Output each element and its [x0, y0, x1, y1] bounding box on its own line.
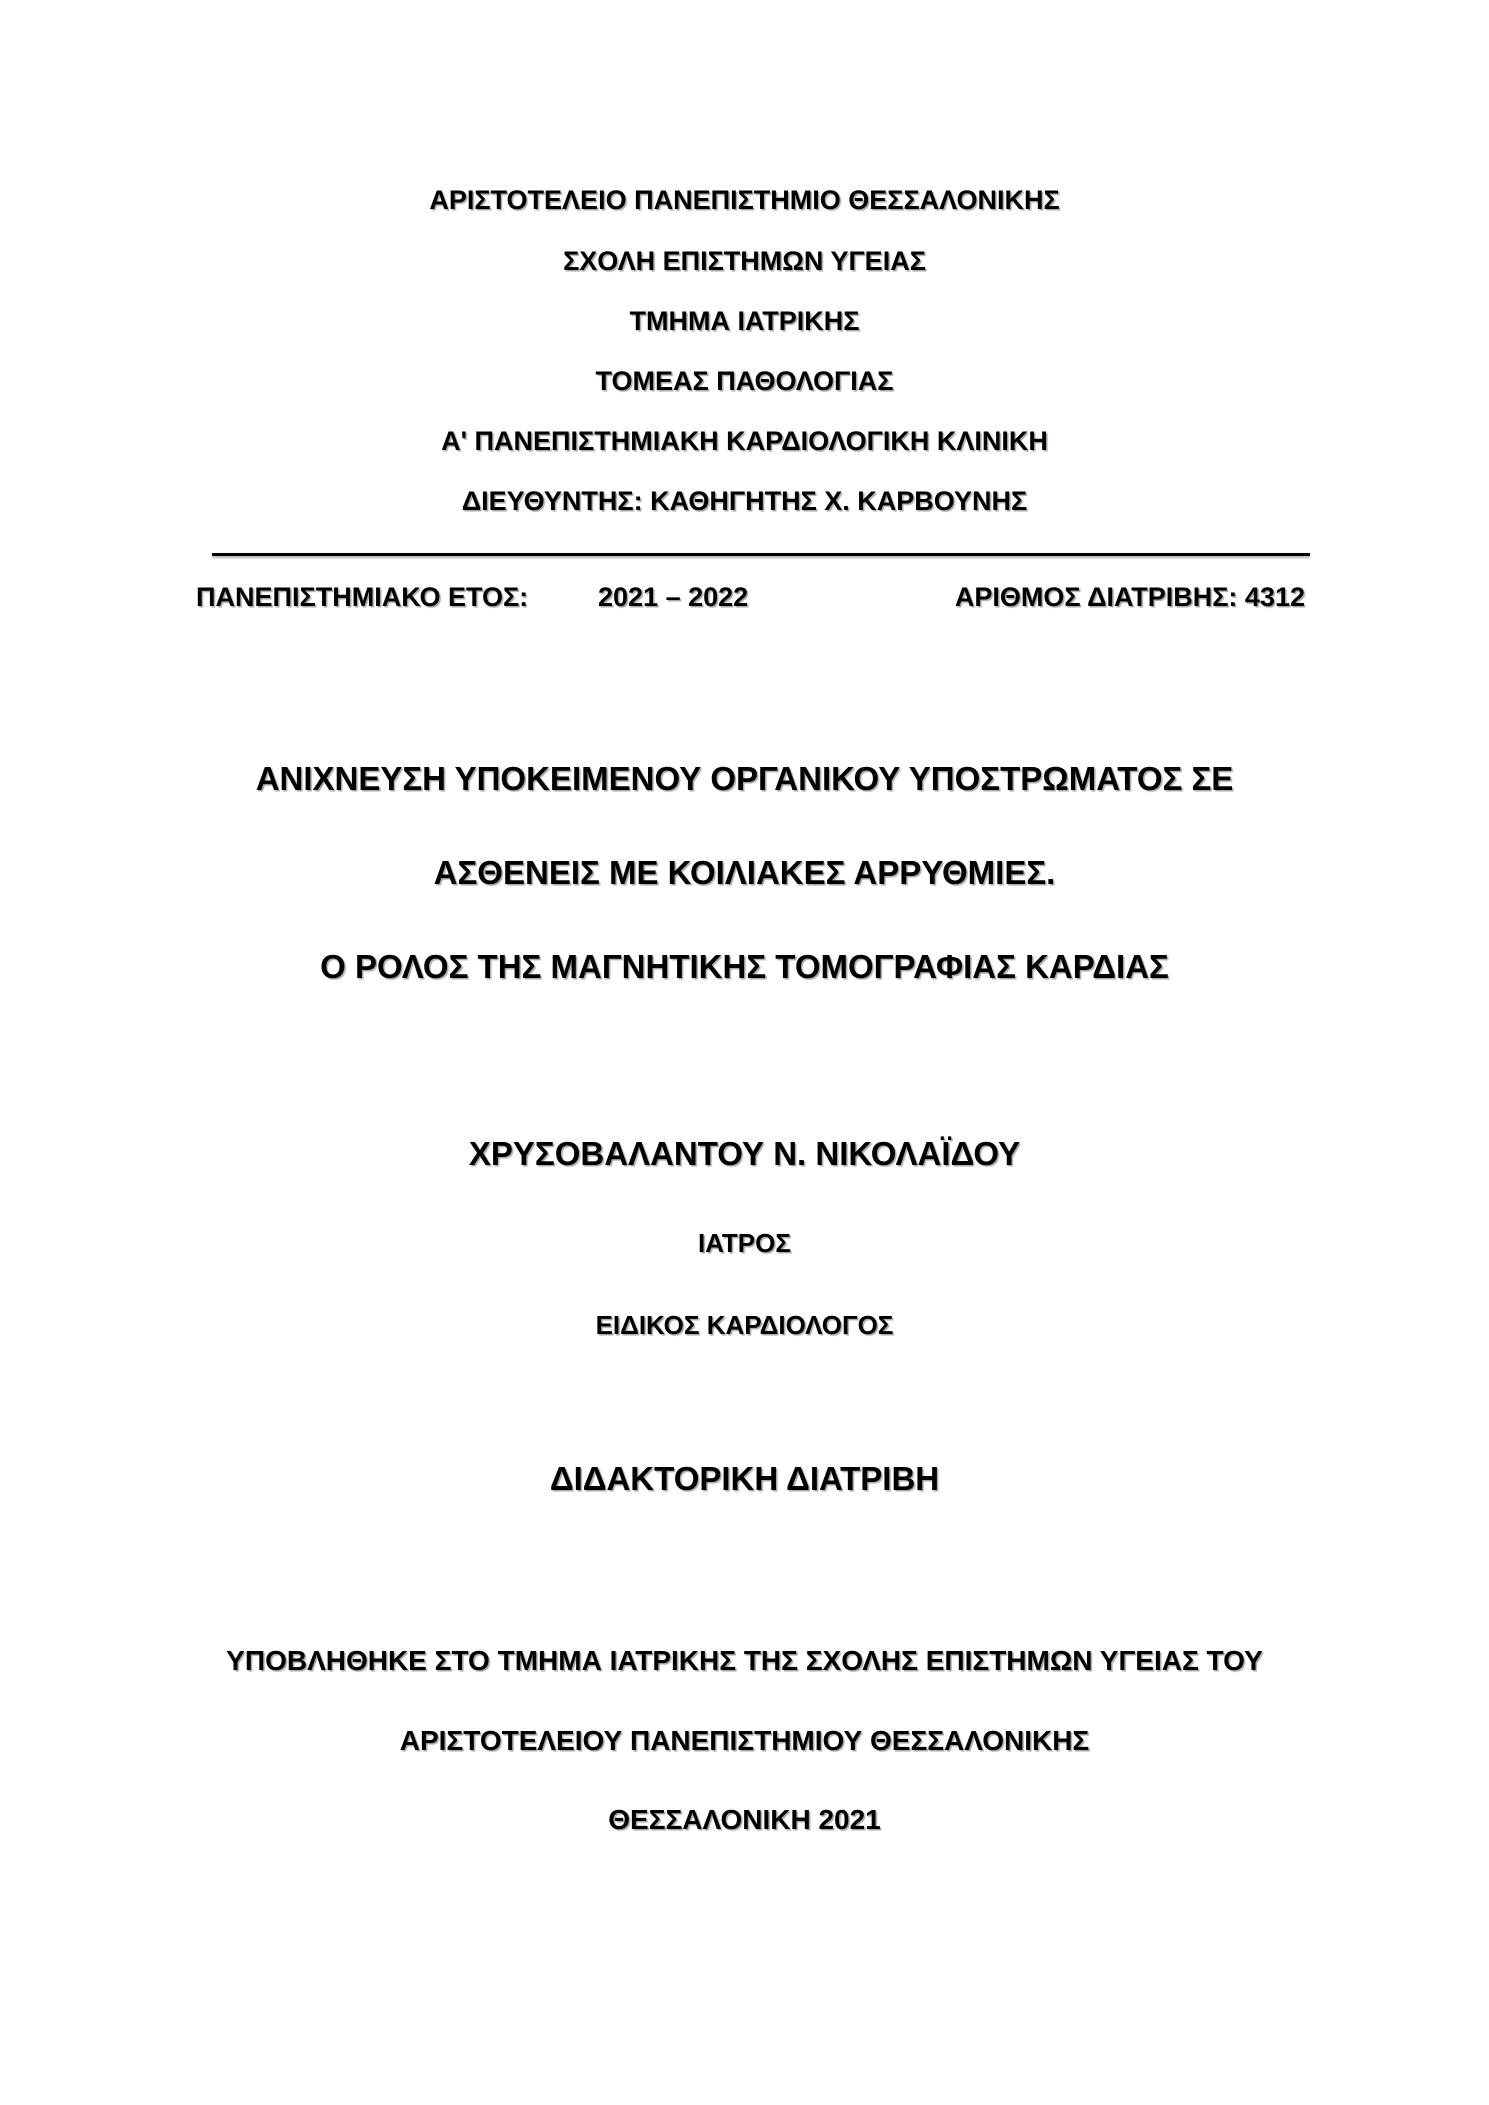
academic-year-value: 2021 – 2022 [598, 582, 749, 612]
thesis-number: ΑΡΙΘΜΟΣ ΔΙΑΤΡΙΒΗΣ: 4312 [954, 582, 1305, 612]
thesis-type: ΔΙΔΑΚΤΟΡΙΚΗ ΔΙΑΤΡΙΒΗ [549, 1460, 940, 1497]
academic-year-label: ΠΑΝΕΠΙΣΤΗΜΙΑΚΟ ΕΤΟΣ: [196, 582, 529, 612]
author-name: ΧΡΥΣΟΒΑΛΑΝΤΟΥ Ν. ΝΙΚΟΛΑΪΔΟΥ [468, 1135, 1021, 1172]
place-year: ΘΕΣΣΑΛΟΝΙΚΗ 2021 [608, 1804, 881, 1835]
author-role: ΙΑΤΡΟΣ [698, 1228, 791, 1258]
school-name: ΣΧΟΛΗ ΕΠΙΣΤΗΜΩΝ ΥΓΕΙΑΣ [563, 246, 926, 276]
submission-line-2: ΑΡΙΣΤΟΤΕΛΕΙΟΥ ΠΑΝΕΠΙΣΤΗΜΙΟΥ ΘΕΣΣΑΛΟΝΙΚΗΣ [399, 1725, 1090, 1756]
thesis-title-line-1: ΑΝΙΧΝΕΥΣΗ ΥΠΟΚΕΙΜΕΝΟΥ ΟΡΓΑΝΙΚΟΥ ΥΠΟΣΤΡΩΜΑΤΟΣ ΣΕ [255, 760, 1234, 797]
header-divider [212, 553, 1310, 556]
submission-line-1: ΥΠΟΒΛΗΘΗΚΕ ΣΤΟ ΤΜΗΜΑ ΙΑΤΡΙΚΗΣ ΤΗΣ ΣΧΟΛΗΣ ΕΠΙΣΤΗΜΩΝ ΥΓΕΙΑΣ ΤΟΥ [226, 1645, 1263, 1676]
university-name: ΑΡΙΣΤΟΤΕΛΕΙΟ ΠΑΝΕΠΙΣΤΗΜΙΟ ΘΕΣΣΑΛΟΝΙΚΗΣ [429, 185, 1060, 215]
sector-name: ΤΟΜΕΑΣ ΠΑΘΟΛΟΓΙΑΣ [595, 366, 894, 396]
author-specialty: ΕΙΔΙΚΟΣ ΚΑΡΔΙΟΛΟΓΟΣ [595, 1310, 894, 1340]
department-name: ΤΜΗΜΑ ΙΑΤΡΙΚΗΣ [629, 306, 860, 336]
clinic-name: Α' ΠΑΝΕΠΙΣΤΗΜΙΑΚΗ ΚΑΡΔΙΟΛΟΓΙΚΗ ΚΛΙΝΙΚΗ [441, 426, 1048, 456]
director-line: ΔΙΕΥΘΥΝΤΗΣ: ΚΑΘΗΓΗΤΗΣ Χ. ΚΑΡΒΟΥΝΗΣ [461, 486, 1028, 516]
thesis-title-line-2: ΑΣΘΕΝΕΙΣ ΜΕ ΚΟΙΛΙΑΚΕΣ ΑΡΡΥΘΜΙΕΣ. [433, 854, 1056, 891]
thesis-title-line-3: Ο ΡΟΛΟΣ ΤΗΣ ΜΑΓΝΗΤΙΚΗΣ ΤΟΜΟΓΡΑΦΙΑΣ ΚΑΡΔΙΑΣ [320, 948, 1169, 985]
